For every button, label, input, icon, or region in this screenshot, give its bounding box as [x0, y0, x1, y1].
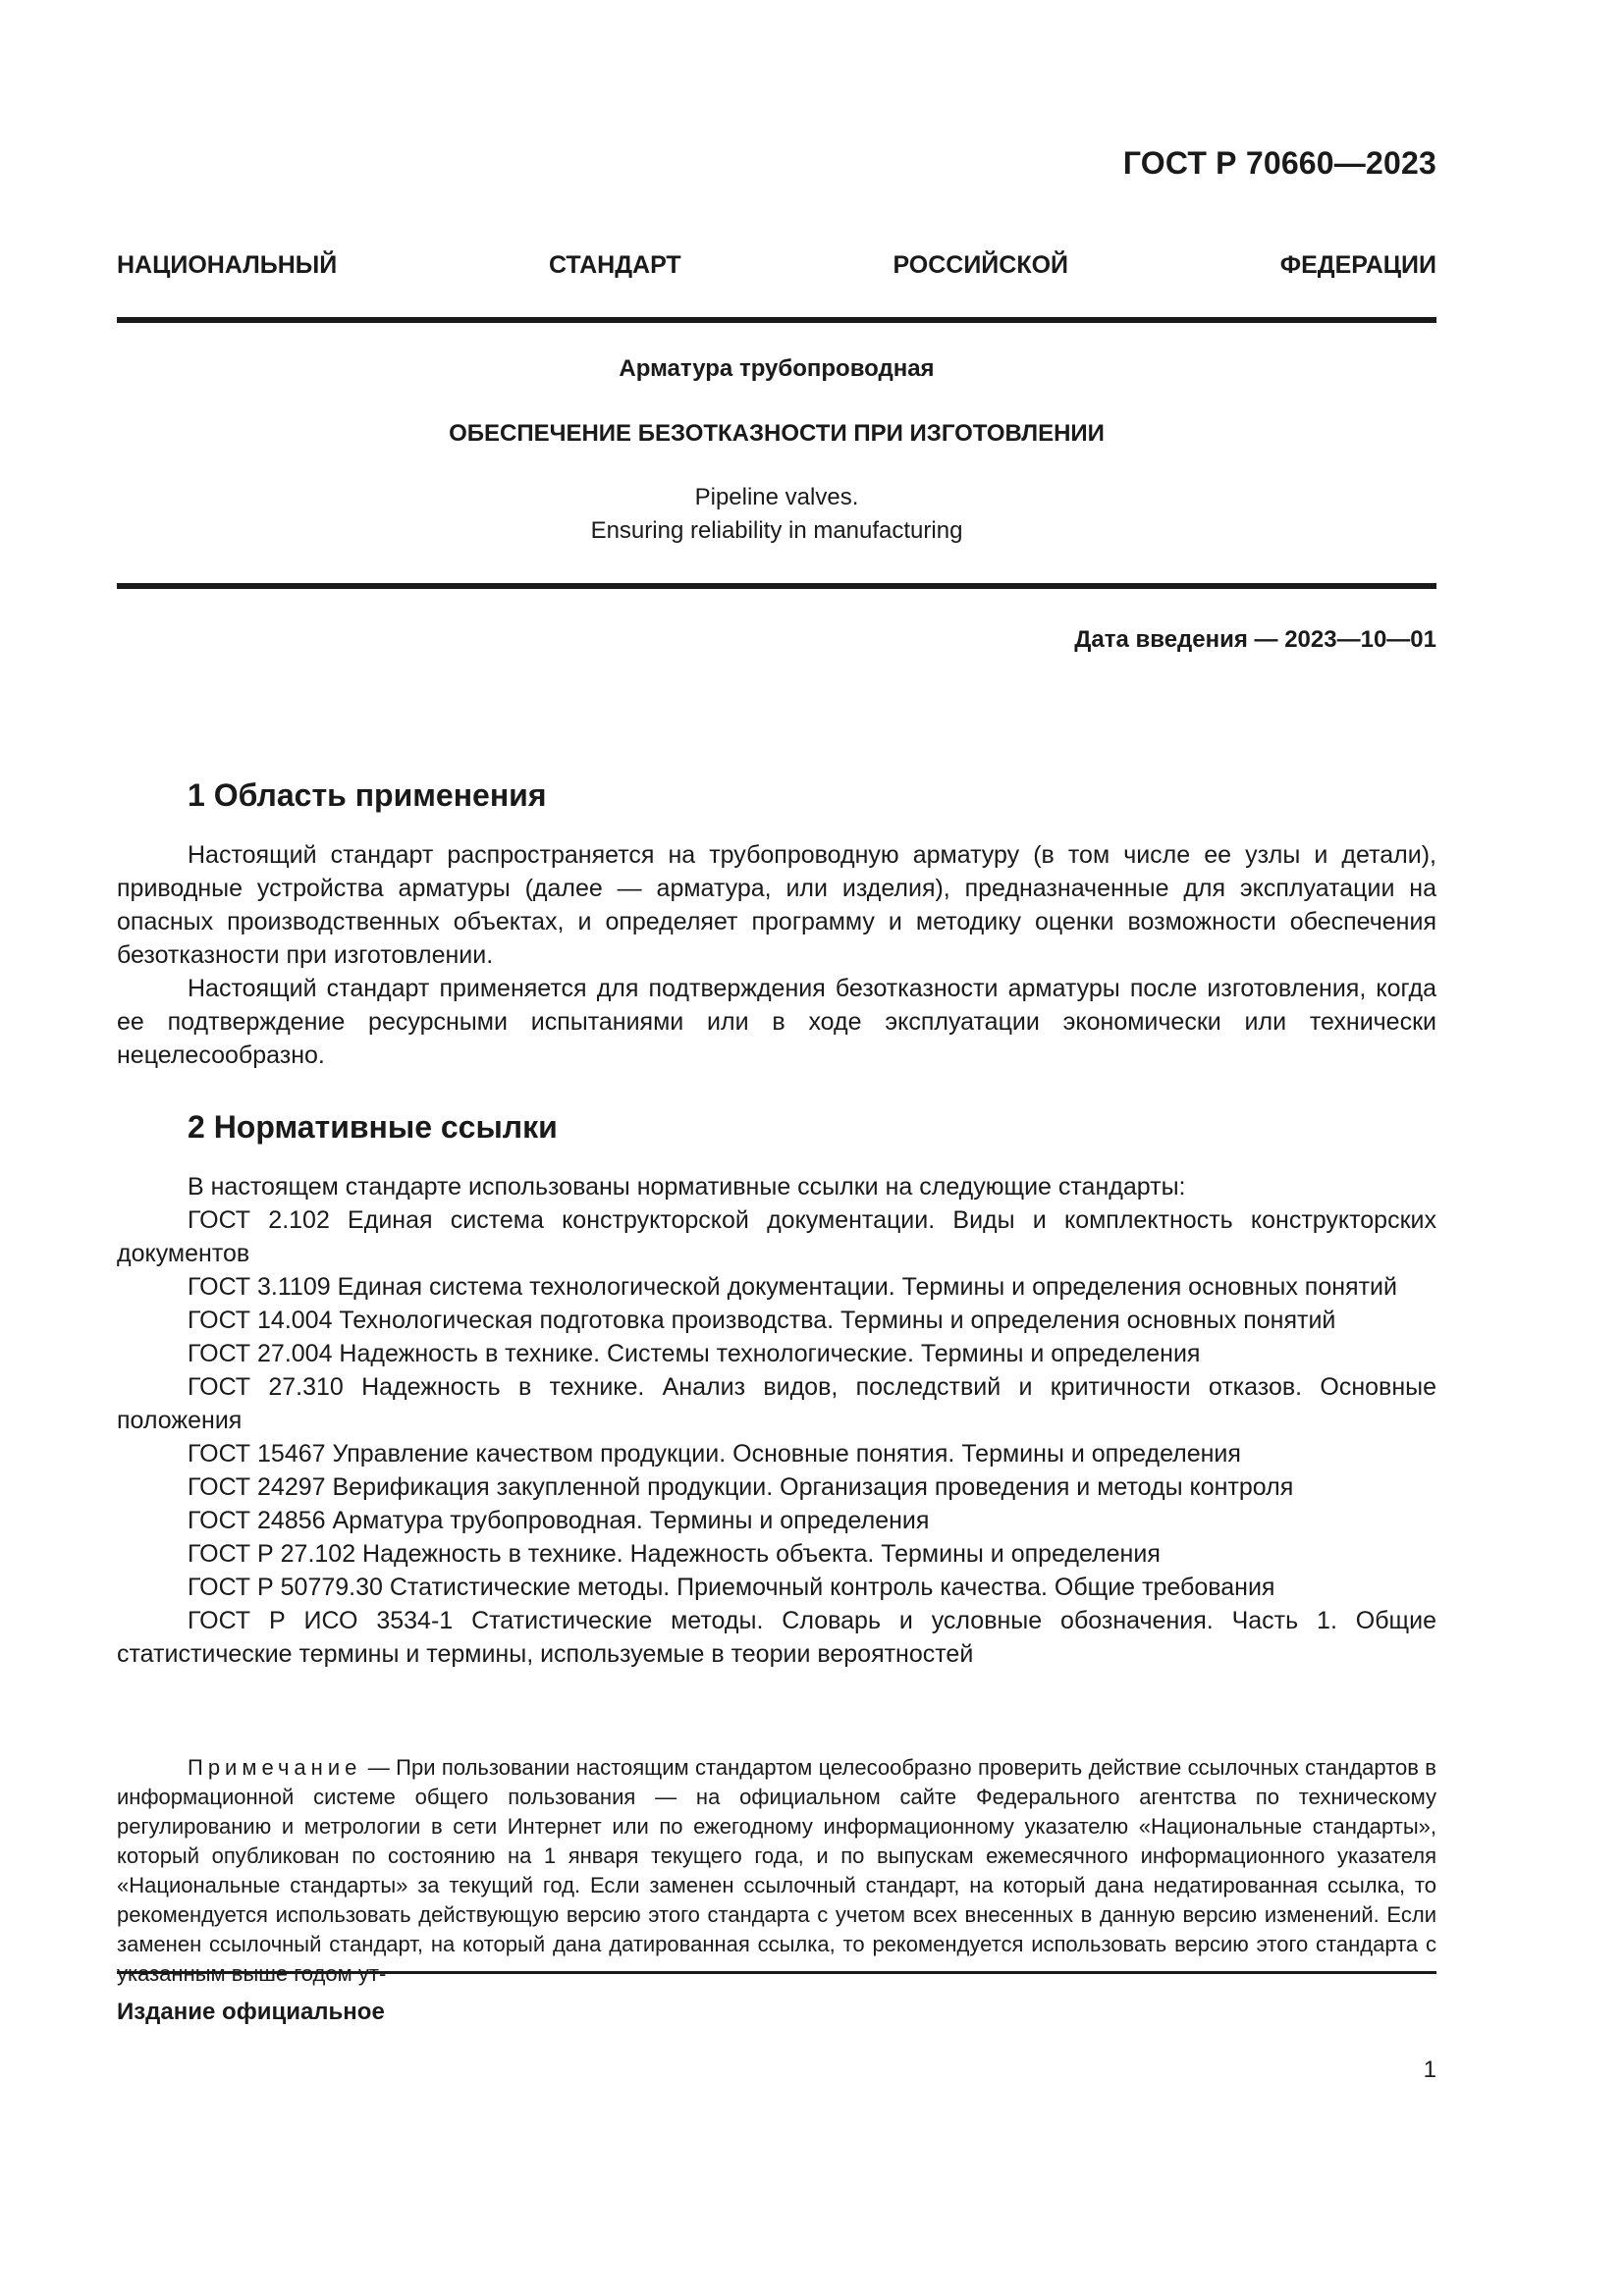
section-1-heading: 1 Область применения: [188, 777, 547, 813]
note-paragraph: [117, 1753, 1436, 1989]
reference-item: ГОСТ Р ИСО 3534-1 Статистические методы. Словарь и условные обозначения. Часть 1. Общие статистические термины и термины, используемые в теории вероятностей: [117, 1607, 1436, 1668]
document-number: ГОСТ Р 70660—2023: [1122, 145, 1436, 181]
footer-rule: [117, 1971, 1436, 1974]
reference-item: ГОСТ 24856 Арматура трубопроводная. Термины и определения: [188, 1507, 930, 1534]
reference-item: ГОСТ 3.1109 Единая система технологической документации. Термины и определения основных понятий: [188, 1273, 1397, 1301]
section-1-paragraph-1: Настоящий стандарт распространяется на трубопроводную арматуру (в том числе ее узлы и детали), приводные устройства арматуры (далее — арматура, или изделия), предназначенные для эксплуатации на опасных производственных объектах, и определяет программу и методику оценки возможности обеспечения безотказности при изготовлении.: [117, 841, 1436, 969]
title-en-line-2: Ensuring reliability in manufacturing: [590, 517, 963, 544]
document-subject: Арматура трубопроводная: [619, 355, 935, 382]
section-2-body: [117, 1170, 1436, 1671]
reference-item: ГОСТ Р 27.102 Надежность в технике. Надежность объекта. Термины и определения: [188, 1540, 1161, 1568]
reference-item: ГОСТ 14.004 Технологическая подготовка производства. Термины и определения основных понятий: [188, 1307, 1336, 1334]
section-2-heading: 2 Нормативные ссылки: [188, 1109, 558, 1145]
section-2-intro: В настоящем стандарте использованы нормативные ссылки на следующие стандарты:: [188, 1173, 1186, 1201]
section-1-body: [117, 838, 1436, 1072]
reference-item: ГОСТ 2.102 Единая система конструкторской документации. Виды и комплектность конструкторских документов: [117, 1206, 1436, 1267]
introduction-date: Дата введения — 2023—10—01: [1074, 626, 1436, 653]
edition-label: Издание официальное: [117, 1999, 385, 2025]
reference-item: ГОСТ 27.004 Надежность в технике. Системы технологические. Термины и определения: [188, 1340, 1201, 1367]
title-rule: [117, 583, 1436, 589]
section-1-paragraph-2: Настоящий стандарт применяется для подтверждения безотказности арматуры после изготовления, когда ее подтверждение ресурсными испытаниями или в ходе эксплуатации экономически или технически нецелесообразно.: [117, 975, 1436, 1069]
document-title-en: [117, 481, 1436, 548]
reference-item: ГОСТ 27.310 Надежность в технике. Анализ видов, последствий и критичности отказов. Основные положения: [117, 1373, 1436, 1434]
header-rule: [117, 317, 1436, 323]
note-text: — При пользовании настоящим стандартом целесообразно проверить действие ссылочных стандартов в информационной системе общего пользования — на официальном сайте Федерального агентства по техническому регулированию и метрологии в сети Интернет или по ежегодному информационному указателю «Национальные стандарты», который опубликован по состоянию на 1 января текущего года, и по выпускам ежемесячного информационного указателя «Национальные стандарты» за текущий год. Если заменен ссылочный стандарт, на который дана недатированная ссылка, то рекомендуется использовать действующую версию этого стандарта с учетом всех внесенных в данную версию изменений. Если заменен ссылочный стандарт, на который дана датированная ссылка, то рекомендуется использовать версию этого стандарта с: [117, 1755, 1436, 1956]
reference-item: ГОСТ Р 50779.30 Статистические методы. Приемочный контроль качества. Общие требования: [188, 1574, 1275, 1601]
note-block: [117, 1753, 1436, 1989]
page-number: 1: [1423, 2056, 1436, 2083]
reference-item: ГОСТ 15467 Управление качеством продукции. Основные понятия. Термины и определения: [188, 1440, 1241, 1468]
title-en-line-1: Pipeline valves.: [694, 484, 859, 510]
note-label: Примечание: [188, 1755, 362, 1780]
national-standard-title: НАЦИОНАЛЬНЫЙ СТАНДАРТ РОССИЙСКОЙ ФЕДЕРАЦИИ: [117, 251, 1436, 279]
reference-item: ГОСТ 24297 Верификация закупленной продукции. Организация проведения и методы контроля: [188, 1473, 1294, 1501]
document-title-ru: ОБЕСПЕЧЕНИЕ БЕЗОТКАЗНОСТИ ПРИ ИЗГОТОВЛЕНИИ: [449, 420, 1105, 447]
